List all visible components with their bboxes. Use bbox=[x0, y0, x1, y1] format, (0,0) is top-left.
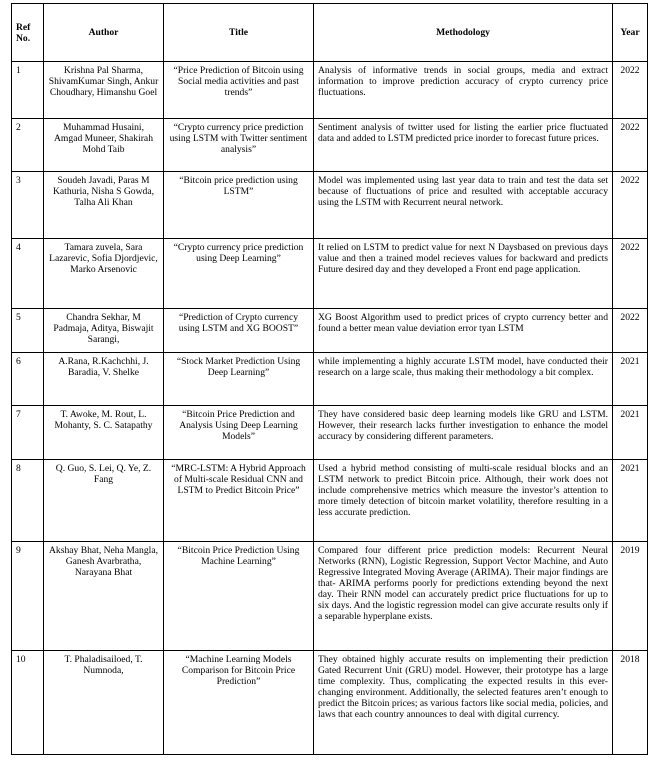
row-year: 2022 bbox=[613, 62, 648, 119]
table-row bbox=[12, 62, 648, 119]
row-ref: 4 bbox=[12, 239, 44, 309]
row-methodology: Used a hybrid method consisting of multi-scale residual blocks and an LSTM network to predict Bitcoin price. Although, their work does not include comprehensive metrics which measure the investor’s attention to more timely detection of bitcoin market volatility, therefore resulting in a less accurate prediction. bbox=[314, 460, 613, 542]
row-author: Muhammad Husaini, Amgad Muneer, Shakirah Mohd Taib bbox=[44, 119, 164, 172]
table-header-row bbox=[12, 4, 648, 62]
row-title: “Crypto currency price prediction using Deep Learning” bbox=[164, 239, 314, 309]
table-row bbox=[12, 119, 648, 172]
row-year: 2022 bbox=[613, 239, 648, 309]
row-ref: 8 bbox=[12, 460, 44, 542]
header-author: Author bbox=[44, 4, 164, 62]
row-author: T. Phaladisailoed, T. Numnoda, bbox=[44, 651, 164, 755]
table-row bbox=[12, 239, 648, 309]
row-year: 2022 bbox=[613, 309, 648, 353]
row-title: “Bitcoin Price Prediction Using Machine Learning” bbox=[164, 542, 314, 651]
table-row bbox=[12, 353, 648, 406]
row-title: “MRC-LSTM: A Hybrid Approach of Multi-scale Residual CNN and LSTM to Predict Bitcoin Price” bbox=[164, 460, 314, 542]
row-year: 2022 bbox=[613, 172, 648, 239]
table-row bbox=[12, 406, 648, 460]
row-ref: 1 bbox=[12, 62, 44, 119]
row-title: “Stock Market Prediction Using Deep Learning” bbox=[164, 353, 314, 406]
row-author: Krishna Pal Sharma, ShivamKumar Singh, Ankur Choudhary, Himanshu Goel bbox=[44, 62, 164, 119]
row-methodology: Analysis of informative trends in social groups, media and extract information to improve prediction accuracy of crypto currency price fluctuations. bbox=[314, 62, 613, 119]
row-year: 2018 bbox=[613, 651, 648, 755]
table-row bbox=[12, 542, 648, 651]
row-year: 2021 bbox=[613, 353, 648, 406]
row-title: “Machine Learning Models Comparison for Bitcoin Price Prediction” bbox=[164, 651, 314, 755]
row-title: “Price Prediction of Bitcoin using Social media activities and past trends” bbox=[164, 62, 314, 119]
row-methodology: Compared four different price prediction models: Recurrent Neural Networks (RNN), Logistic Regression, Support Vector Machine, and Auto Regressive Integrated Moving Average (ARIMA). Their major findings are that- ARIMA performs poorly for predictions extending beyond the next day. Their RNN model can accurately predict price fluctuations for up to six days. And the logistic regression model can give accurate results only if a separable hyperplane exists. bbox=[314, 542, 613, 651]
header-title: Title bbox=[164, 4, 314, 62]
row-author: A.Rana, R.Kachchhi, J. Baradia, V. Shelke bbox=[44, 353, 164, 406]
row-methodology: Model was implemented using last year data to train and test the data set because of fluctuations of price and resulted with acceptable accuracy using the LSTM with Recurrent neural network. bbox=[314, 172, 613, 239]
row-title: “Bitcoin price prediction using LSTM” bbox=[164, 172, 314, 239]
row-year: 2019 bbox=[613, 542, 648, 651]
table-row bbox=[12, 172, 648, 239]
header-ref-no: Ref No. bbox=[12, 4, 44, 62]
row-methodology: while implementing a highly accurate LSTM model, have conducted their research on a large scale, thus making their methodology a bit complex. bbox=[314, 353, 613, 406]
row-author: Soudeh Javadi, Paras M Kathuria, Nisha S Gowda, Talha Ali Khan bbox=[44, 172, 164, 239]
row-title: “Prediction of Crypto currency using LSTM and XG BOOST” bbox=[164, 309, 314, 353]
literature-review-table bbox=[11, 3, 648, 755]
row-ref: 7 bbox=[12, 406, 44, 460]
row-ref: 3 bbox=[12, 172, 44, 239]
row-year: 2021 bbox=[613, 460, 648, 542]
row-ref: 6 bbox=[12, 353, 44, 406]
header-year: Year bbox=[613, 4, 648, 62]
header-methodology: Methodology bbox=[314, 4, 613, 62]
row-methodology: Sentiment analysis of twitter used for listing the earlier price fluctuated data and added to LSTM predicted price inorder to forecast future prices. bbox=[314, 119, 613, 172]
table-row bbox=[12, 651, 648, 755]
row-ref: 10 bbox=[12, 651, 44, 755]
row-methodology: It relied on LSTM to predict value for next N Daysbased on previous days value and then a trained model recieves values for backward and predicts Future desired day and they developed a Front end page application. bbox=[314, 239, 613, 309]
row-title: “Crypto currency price prediction using LSTM with Twitter sentiment analysis” bbox=[164, 119, 314, 172]
row-author: Tamara zuvela, Sara Lazarevic, Sofia Djordjevic, Marko Arsenovic bbox=[44, 239, 164, 309]
row-methodology: They obtained highly accurate results on implementing their prediction Gated Recurrent Unit (GRU) model. However, their prototype has a large time complexity. Thus, complicating the expected results in this ever-changing environment. Additionally, the selected features aren’t enough to predict the Bitcoin prices; as various factors like social media, policies, and laws that each country announces to deal with digital currency. bbox=[314, 651, 613, 755]
row-methodology: They have considered basic deep learning models like GRU and LSTM. However, their research lacks further investigation to enhance the model accuracy by considering different parameters. bbox=[314, 406, 613, 460]
row-ref: 2 bbox=[12, 119, 44, 172]
row-author: Akshay Bhat, Neha Mangla, Ganesh Avarbratha, Narayana Bhat bbox=[44, 542, 164, 651]
row-year: 2021 bbox=[613, 406, 648, 460]
row-title: “Bitcoin Price Prediction and Analysis Using Deep Learning Models” bbox=[164, 406, 314, 460]
row-author: Q. Guo, S. Lei, Q. Ye, Z. Fang bbox=[44, 460, 164, 542]
row-year: 2022 bbox=[613, 119, 648, 172]
row-ref: 9 bbox=[12, 542, 44, 651]
row-author: T. Awoke, M. Rout, L. Mohanty, S. C. Satapathy bbox=[44, 406, 164, 460]
table-row bbox=[12, 460, 648, 542]
row-author: Chandra Sekhar, M Padmaja, Aditya, Biswajit Sarangi, bbox=[44, 309, 164, 353]
row-methodology: XG Boost Algorithm used to predict prices of crypto currency better and found a better mean value deviation error tyan LSTM bbox=[314, 309, 613, 353]
table-row bbox=[12, 309, 648, 353]
row-ref: 5 bbox=[12, 309, 44, 353]
